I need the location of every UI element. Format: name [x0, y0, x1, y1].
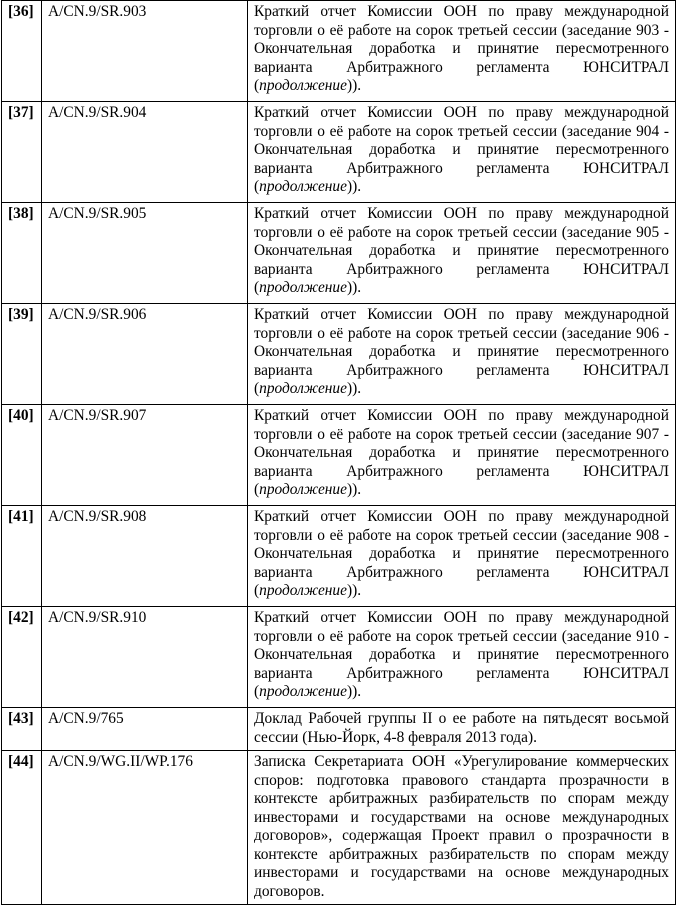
document-description [248, 304, 676, 405]
description-tail: )). [346, 582, 362, 599]
table-row [2, 203, 676, 304]
document-symbol: A/CN.9/765 [42, 708, 248, 751]
table-row [2, 506, 676, 607]
description-tail: )). [346, 481, 362, 498]
reference-number: [37] [2, 102, 42, 203]
document-description [248, 751, 676, 905]
document-symbol: A/CN.9/SR.904 [42, 102, 248, 203]
description-tail: )). [346, 77, 362, 94]
description-italic: продолжение [259, 279, 347, 296]
table-row [2, 102, 676, 203]
description-text: Записка Секретариата ООН «Урегулирование коммерческих споров: подготовка правового стандарта прозрачности в контексте арбитражных разбирательств по спорам между инвесторами и государствами на основе международных договоров», содержащая Проект правил о прозрачности в контексте арбитражных разбирательств по спорам между инвесторами и государствами на основе международных договоров. [254, 753, 669, 900]
document-description [248, 102, 676, 203]
table-row [2, 304, 676, 405]
document-symbol: A/CN.9/WG.II/WP.176 [42, 751, 248, 905]
reference-number: [38] [2, 203, 42, 304]
description-text: Краткий отчет Комиссии ООН по праву международной торговли о её работе на сорок третьей сессии (заседание 906 - Окончательная доработка и принятие пересмотренного варианта Арбитражного регламента ЮНСИТРАЛ ( [254, 306, 669, 397]
description-italic: продолжение [259, 77, 347, 94]
document-description [248, 203, 676, 304]
reference-number: [36] [2, 1, 42, 102]
document-symbol: A/CN.9/SR.910 [42, 607, 248, 708]
document-description [248, 708, 676, 751]
description-text: Краткий отчет Комиссии ООН по праву международной торговли о её работе на сорок третьей сессии (заседание 905 - Окончательная доработка и принятие пересмотренного варианта Арбитражного регламента ЮНСИТРАЛ ( [254, 205, 669, 296]
document-symbol: A/CN.9/SR.903 [42, 1, 248, 102]
description-tail: )). [346, 380, 362, 397]
description-italic: продолжение [259, 582, 347, 599]
document-symbol: A/CN.9/SR.907 [42, 405, 248, 506]
description-italic: продолжение [259, 683, 347, 700]
description-tail: )). [346, 279, 362, 296]
reference-number: [39] [2, 304, 42, 405]
document-description [248, 405, 676, 506]
table-row [2, 607, 676, 708]
description-text: Доклад Рабочей группы II о ее работе на пятьдесят восьмой сессии (Нью-Йорк, 4-8 февраля 2013 года). [254, 710, 669, 746]
reference-number: [43] [2, 708, 42, 751]
description-tail: )). [346, 178, 362, 195]
description-text: Краткий отчет Комиссии ООН по праву международной торговли о её работе на сорок третьей сессии (заседание 903 - Окончательная доработка и принятие пересмотренного варианта Арбитражного регламента ЮНСИТРАЛ ( [254, 3, 669, 94]
description-text: Краткий отчет Комиссии ООН по праву международной торговли о её работе на сорок третьей сессии (заседание 907 - Окончательная доработка и принятие пересмотренного варианта Арбитражного регламента ЮНСИТРАЛ ( [254, 407, 669, 498]
description-italic: продолжение [259, 481, 347, 498]
description-tail: )). [346, 683, 362, 700]
description-text: Краткий отчет Комиссии ООН по праву международной торговли о её работе на сорок третьей сессии (заседание 910 - Окончательная доработка и принятие пересмотренного варианта Арбитражного регламента ЮНСИТРАЛ ( [254, 609, 669, 700]
document-description [248, 607, 676, 708]
table-row [2, 405, 676, 506]
description-text: Краткий отчет Комиссии ООН по праву международной торговли о её работе на сорок третьей сессии (заседание 904 - Окончательная доработка и принятие пересмотренного варианта Арбитражного регламента ЮНСИТРАЛ ( [254, 104, 669, 195]
reference-number: [44] [2, 751, 42, 905]
document-symbol: A/CN.9/SR.908 [42, 506, 248, 607]
table-row [2, 1, 676, 102]
document-description [248, 1, 676, 102]
document-description [248, 506, 676, 607]
description-italic: продолжение [259, 178, 347, 195]
description-italic: продолжение [259, 380, 347, 397]
references-table [1, 0, 676, 905]
reference-number: [41] [2, 506, 42, 607]
reference-number: [40] [2, 405, 42, 506]
reference-number: [42] [2, 607, 42, 708]
document-symbol: A/CN.9/SR.905 [42, 203, 248, 304]
table-row [2, 751, 676, 905]
description-text: Краткий отчет Комиссии ООН по праву международной торговли о её работе на сорок третьей сессии (заседание 908 - Окончательная доработка и принятие пересмотренного варианта Арбитражного регламента ЮНСИТРАЛ ( [254, 508, 669, 599]
document-symbol: A/CN.9/SR.906 [42, 304, 248, 405]
table-row [2, 708, 676, 751]
